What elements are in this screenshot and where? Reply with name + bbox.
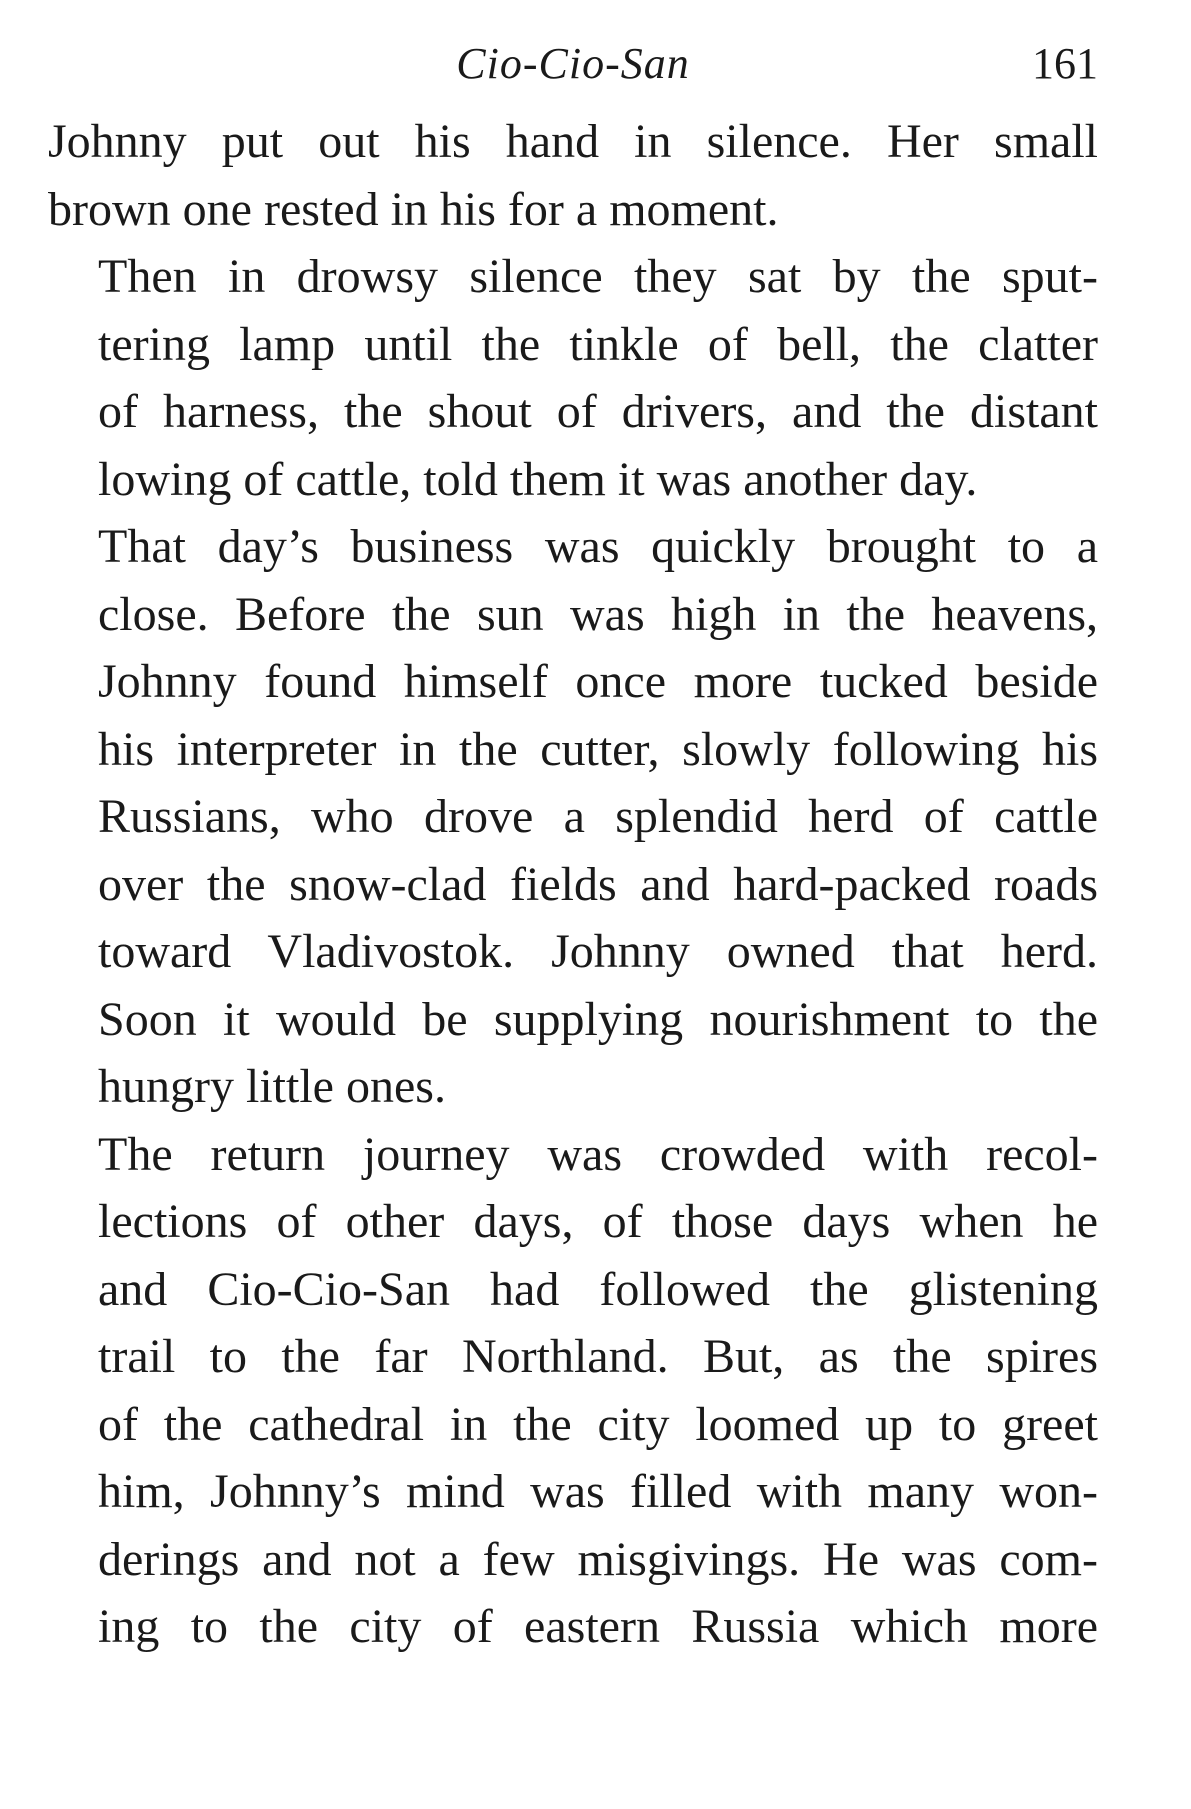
running-head — [48, 38, 1098, 108]
text-line: The return journey was crowded with recol- — [98, 1127, 1098, 1181]
text-line: close. Before the sun was high in the heavens, — [98, 587, 1098, 641]
paragraph — [48, 513, 1098, 1121]
text-line: over the snow-clad fields and hard-packed roads — [98, 857, 1098, 911]
text-line: hungry little ones. — [98, 1060, 446, 1113]
text-line: of harness, the shout of drivers, and the distant — [98, 385, 1098, 438]
text-line: Soon it would be supplying nourishment to the — [98, 992, 1098, 1046]
paragraph — [48, 243, 1098, 513]
running-title: Cio-Cio-San — [456, 39, 690, 88]
text-line: him, Johnny’s mind was filled with many won- — [98, 1465, 1098, 1518]
book-page — [48, 38, 1098, 1661]
page-number: 161 — [1032, 39, 1098, 88]
text-line: lections of other days, of those days when he — [98, 1195, 1098, 1248]
text-line: Russians, who drove a splendid herd of cattle — [98, 790, 1098, 843]
body-text — [48, 108, 1098, 1661]
text-line: toward Vladivostok. Johnny owned that herd. — [98, 925, 1098, 978]
text-line: Johnny put out his hand in silence. Her small — [48, 115, 1098, 168]
text-line: his interpreter in the cutter, slowly following his — [98, 722, 1098, 776]
text-line: Johnny found himself once more tucked beside — [98, 655, 1098, 708]
paragraph — [48, 108, 1098, 243]
text-line: of the cathedral in the city loomed up to greet — [98, 1397, 1098, 1451]
text-line: tering lamp until the tinkle of bell, the clatter — [98, 317, 1098, 371]
text-line: That day’s business was quickly brought to a — [98, 520, 1098, 573]
text-line: lowing of cattle, told them it was another day. — [98, 452, 978, 506]
text-line: ing to the city of eastern Russia which more — [98, 1600, 1098, 1653]
text-line: derings and not a few misgivings. He was com- — [98, 1532, 1098, 1586]
text-line: and Cio-Cio-San had followed the glistening — [98, 1262, 1098, 1316]
text-line: trail to the far Northland. But, as the spires — [98, 1330, 1098, 1383]
paragraph — [48, 1121, 1098, 1661]
text-line: brown one rested in his for a moment. — [48, 182, 779, 236]
text-line: Then in drowsy silence they sat by the sput- — [98, 250, 1098, 303]
